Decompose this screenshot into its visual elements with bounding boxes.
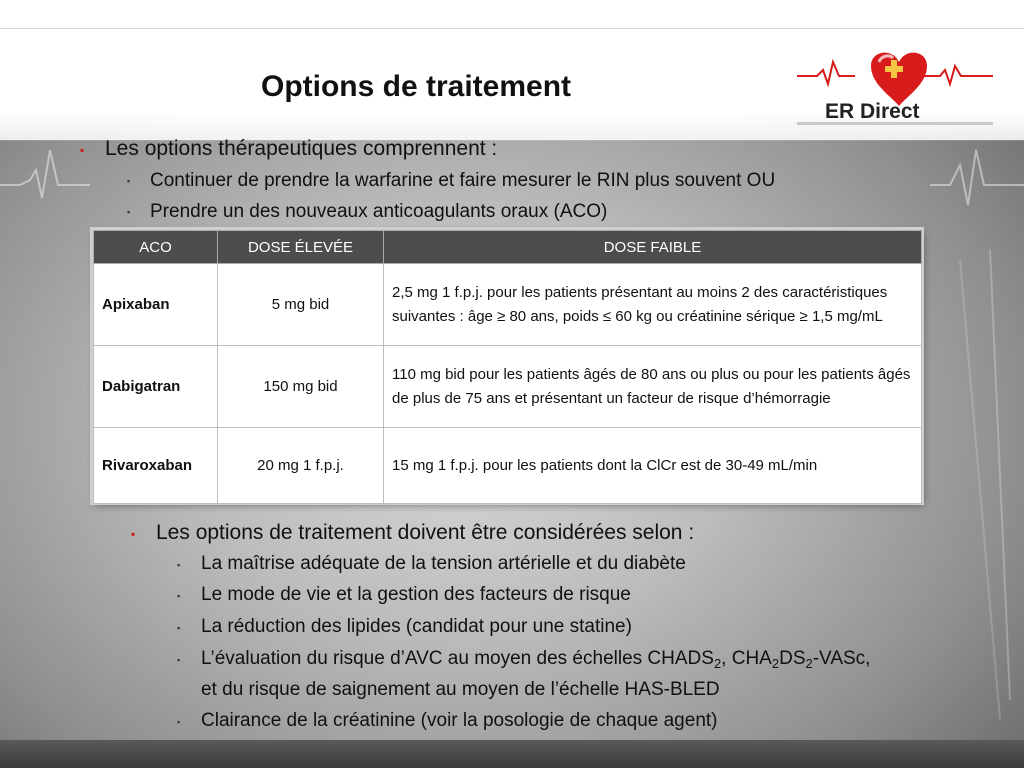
consideration-item: La réduction des lipides (candidat pour une statine) xyxy=(201,616,632,637)
intro-heading: Les options thérapeutiques comprennent : xyxy=(105,137,498,160)
consideration-item: Clairance de la créatinine (voir la posologie de chaque agent) xyxy=(201,710,718,731)
subscript: 2 xyxy=(771,656,780,671)
cell-high-dose: 5 mg bid xyxy=(218,264,384,346)
stroke-text: , CHA xyxy=(721,648,772,669)
sub-bullet-marker: ▪ xyxy=(127,207,131,217)
stroke-text: L’évaluation du risque d’AVC au moyen des échelles CHADS xyxy=(201,648,714,669)
cell-low-dose: 2,5 mg 1 f.p.j. pour les patients présentant au moins 2 des caractéristiques suivantes : âge ≥ 80 ans, poids ≤ 60 kg ou créatinine sérique ≥ 1,5 mg/mL xyxy=(384,264,922,346)
sub-bullet-marker: ▪ xyxy=(177,591,181,601)
cell-aco: Apixaban xyxy=(94,264,218,346)
table-header-row xyxy=(94,231,922,264)
sub-bullet-marker: ▪ xyxy=(177,717,181,727)
consideration-item: La maîtrise adéquate de la tension artérielle et du diabète xyxy=(201,553,686,574)
header-high-dose: DOSE ÉLEVÉE xyxy=(218,231,384,264)
dosing-table-grid xyxy=(93,230,922,504)
cell-low-dose: 110 mg bid pour les patients âgés de 80 ans ou plus ou pour les patients âgés de plus de 75 ans et présentant un facteur de risque d’hémorragie xyxy=(384,346,922,428)
sub-bullet-marker: ▪ xyxy=(177,623,181,633)
intro-item-aco: Prendre un des nouveaux anticoagulants oraux (ACO) xyxy=(150,201,608,222)
subscript: 2 xyxy=(805,656,813,671)
stroke-text: DS xyxy=(779,648,806,669)
cell-low-dose: 15 mg 1 f.p.j. pour les patients dont la ClCr est de 30-49 mL/min xyxy=(384,428,922,504)
bullet-marker: ▪ xyxy=(80,143,85,157)
page-title: Options de traitement xyxy=(261,70,572,103)
table-row xyxy=(94,264,922,346)
cell-aco: Rivaroxaban xyxy=(94,428,218,504)
dosing-table xyxy=(93,230,921,502)
cell-high-dose: 20 mg 1 f.p.j. xyxy=(218,428,384,504)
stroke-text: -VASc, xyxy=(812,648,871,669)
table-row xyxy=(94,428,922,504)
intro-item-warfarin: Continuer de prendre la warfarine et faire mesurer le RIN plus souvent OU xyxy=(150,170,776,191)
header-aco: ACO xyxy=(94,231,218,264)
consideration-stroke-risk xyxy=(201,648,870,670)
sub-bullet-marker: ▪ xyxy=(127,176,131,186)
considerations-heading: Les options de traitement doivent être considérées selon : xyxy=(156,521,695,544)
sub-bullet-marker: ▪ xyxy=(177,655,181,665)
table-row xyxy=(94,346,922,428)
consideration-stroke-risk-line2: et du risque de saignement au moyen de l’échelle HAS-BLED xyxy=(201,679,720,700)
header-low-dose: DOSE FAIBLE xyxy=(384,231,922,264)
footer-bar xyxy=(0,740,1024,768)
bullet-marker: ▪ xyxy=(131,527,136,541)
consideration-item: Le mode de vie et la gestion des facteurs de risque xyxy=(201,584,631,605)
sub-bullet-marker: ▪ xyxy=(177,560,181,570)
subscript: 2 xyxy=(713,656,722,671)
cell-aco: Dabigatran xyxy=(94,346,218,428)
cell-high-dose: 150 mg bid xyxy=(218,346,384,428)
logo-text: ER Direct xyxy=(825,100,920,123)
